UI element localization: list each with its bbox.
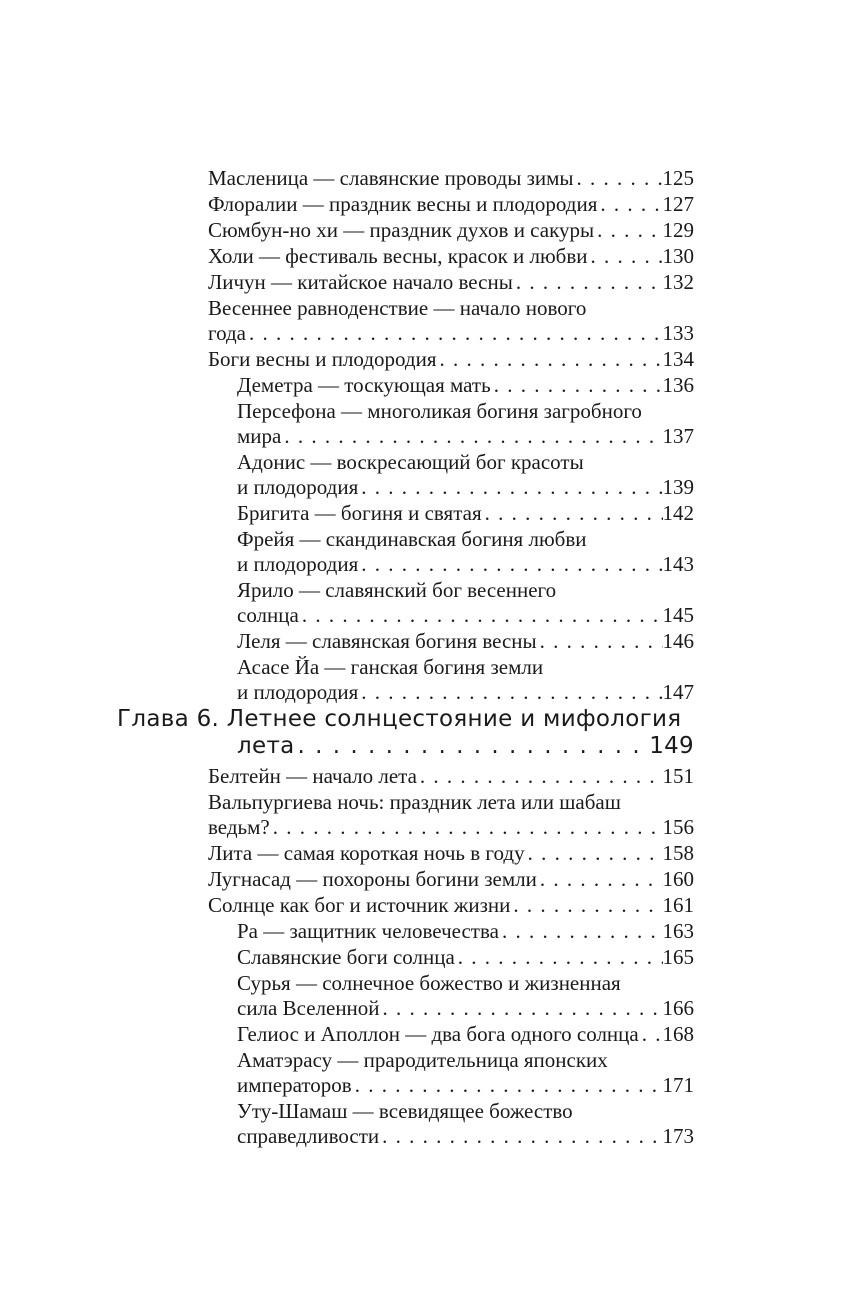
dot-leader (299, 603, 663, 628)
entry-title: Славянские боги солнца (237, 945, 455, 969)
dot-leader (597, 192, 662, 217)
page-number: 156 (662, 815, 694, 839)
toc-subentry[interactable] (237, 1022, 694, 1047)
page-number: 171 (662, 1073, 694, 1097)
entry-title-continued: солнца (237, 603, 299, 627)
page-number: 146 (662, 629, 694, 653)
entry-title-continued: императоров (237, 1073, 352, 1097)
toc-entry[interactable] (208, 347, 694, 372)
entry-title-continued: и плодородия (237, 552, 359, 576)
page-number: 127 (662, 192, 694, 216)
entry-title: Фрейя — скандинавская богиня любви (237, 527, 587, 551)
entry-title: Лугнасад — похороны богини земли (208, 867, 537, 891)
entry-title: Белтейн — начало лета (208, 764, 417, 788)
toc-entry[interactable] (208, 218, 694, 243)
entry-title-continued: мира (237, 424, 282, 448)
toc-subentry[interactable] (237, 373, 694, 398)
page-number: 147 (662, 680, 694, 704)
chapter-title-continued: лета (237, 733, 295, 759)
toc-subentry[interactable] (237, 527, 694, 577)
entry-title-continued: сила Вселенной (237, 996, 380, 1020)
page-number: 136 (662, 373, 694, 397)
dot-leader (436, 347, 662, 372)
entry-title: Персефона — многоликая богиня загробного (237, 399, 642, 423)
toc-subentry[interactable] (237, 399, 694, 449)
dot-leader (380, 996, 663, 1021)
dot-leader (295, 733, 650, 760)
toc-entry[interactable] (208, 244, 694, 269)
chapter-page-number: 149 (649, 733, 694, 759)
entry-title: Леля — славянская богиня весны (237, 629, 537, 653)
dot-leader (482, 501, 663, 526)
toc-entry[interactable] (208, 867, 694, 892)
page-number: 161 (662, 893, 694, 917)
dot-leader (510, 893, 662, 918)
entry-title: Вальпургиева ночь: праздник лета или шабаш (208, 790, 621, 814)
dot-leader (358, 552, 662, 577)
toc-subentry[interactable] (237, 1099, 694, 1149)
page-number: 137 (662, 424, 694, 448)
page-number: 134 (662, 347, 694, 371)
entry-title: Уту-Шамаш — всевидящее божество (237, 1099, 573, 1123)
entry-title: Ра — защитник человечества (237, 919, 499, 943)
entry-title: Сурья — солнечное божество и жизненная (237, 971, 621, 995)
toc-section-spring (208, 166, 694, 706)
entry-title: Адонис — воскресающий бог красоты (237, 450, 584, 474)
page-number: 143 (662, 552, 694, 576)
page-number: 145 (662, 603, 694, 627)
chapter-heading[interactable] (117, 706, 694, 760)
toc-subentry[interactable] (237, 450, 694, 500)
page-number: 130 (662, 244, 694, 268)
dot-leader (358, 475, 662, 500)
page-number: 168 (662, 1022, 694, 1046)
entry-title: Ярило — славянский бог весеннего (237, 578, 557, 602)
dot-leader (417, 764, 663, 789)
entry-title: Масленица — славянские проводы зимы (208, 166, 574, 190)
entry-title: Лита — самая короткая ночь в году (208, 841, 525, 865)
entry-title-continued: и плодородия (237, 475, 359, 499)
entry-title: Солнце как бог и источник жизни (208, 893, 511, 917)
toc-subentry[interactable] (237, 945, 694, 970)
dot-leader (594, 218, 662, 243)
toc-entry[interactable] (208, 270, 694, 295)
page-number: 163 (662, 919, 694, 943)
dot-leader (588, 244, 663, 269)
entry-title: Боги весны и плодородия (208, 347, 437, 371)
entry-title-continued: ведьм? (208, 815, 270, 839)
dot-leader (281, 424, 662, 449)
toc-subentry[interactable] (237, 629, 694, 654)
toc-subentry[interactable] (237, 655, 694, 705)
page-number: 133 (662, 321, 694, 345)
entry-title: Деметра — тоскующая мать (237, 373, 491, 397)
page-number: 158 (662, 841, 694, 865)
page-number: 165 (662, 945, 694, 969)
toc-entry[interactable] (208, 841, 694, 866)
page-number: 160 (662, 867, 694, 891)
dot-leader (455, 945, 663, 970)
chapter-title: Глава 6. Летнее солнцестояние и мифология (117, 706, 682, 732)
dot-leader (525, 841, 663, 866)
entry-title-continued: года (208, 321, 246, 345)
toc-subentry[interactable] (237, 501, 694, 526)
dot-leader (270, 815, 663, 840)
entry-title: Сюмбун-но хи — праздник духов и сакуры (208, 218, 595, 242)
entry-title: Бригита — богиня и святая (237, 501, 482, 525)
page-number: 129 (662, 218, 694, 242)
dot-leader (499, 919, 663, 944)
entry-title: Асасе Йа — ганская богиня земли (237, 655, 544, 679)
toc-subentry[interactable] (237, 578, 694, 628)
page-number: 132 (662, 270, 694, 294)
entry-title: Весеннее равноденствие — начало нового (208, 296, 587, 320)
toc-subentry[interactable] (237, 1048, 694, 1098)
dot-leader (513, 270, 663, 295)
dot-leader (352, 1073, 663, 1098)
toc-section-summer (208, 764, 694, 1150)
toc-entry[interactable] (208, 296, 694, 346)
page-number: 139 (662, 475, 694, 499)
page-number: 151 (662, 764, 694, 788)
entry-title: Холи — фестиваль весны, красок и любви (208, 244, 588, 268)
dot-leader (639, 1022, 663, 1047)
toc-subentry[interactable] (237, 919, 694, 944)
dot-leader (358, 680, 662, 705)
entry-title-continued: и плодородия (237, 680, 359, 704)
dot-leader (491, 373, 663, 398)
page-number: 142 (662, 501, 694, 525)
page-number: 166 (662, 996, 694, 1020)
entry-title: Личун — китайское начало весны (208, 270, 513, 294)
dot-leader (379, 1124, 662, 1149)
toc-entry[interactable] (208, 893, 694, 918)
toc-subentry[interactable] (237, 971, 694, 1021)
toc-entry[interactable] (208, 764, 694, 789)
dot-leader (246, 321, 663, 346)
dot-leader (537, 867, 663, 892)
dot-leader (574, 166, 663, 191)
entry-title: Гелиос и Аполлон — два бога одного солнца (237, 1022, 639, 1046)
page-number: 173 (662, 1124, 694, 1148)
toc-entry[interactable] (208, 166, 694, 191)
toc-entry[interactable] (208, 790, 694, 840)
entry-title: Аматэрасу — прародительница японских (237, 1048, 608, 1072)
entry-title: Флоралии — праздник весны и плодородия (208, 192, 598, 216)
dot-leader (537, 629, 663, 654)
entry-title-continued: справедливости (237, 1124, 380, 1148)
toc-entry[interactable] (208, 192, 694, 217)
page-number: 125 (662, 166, 694, 190)
